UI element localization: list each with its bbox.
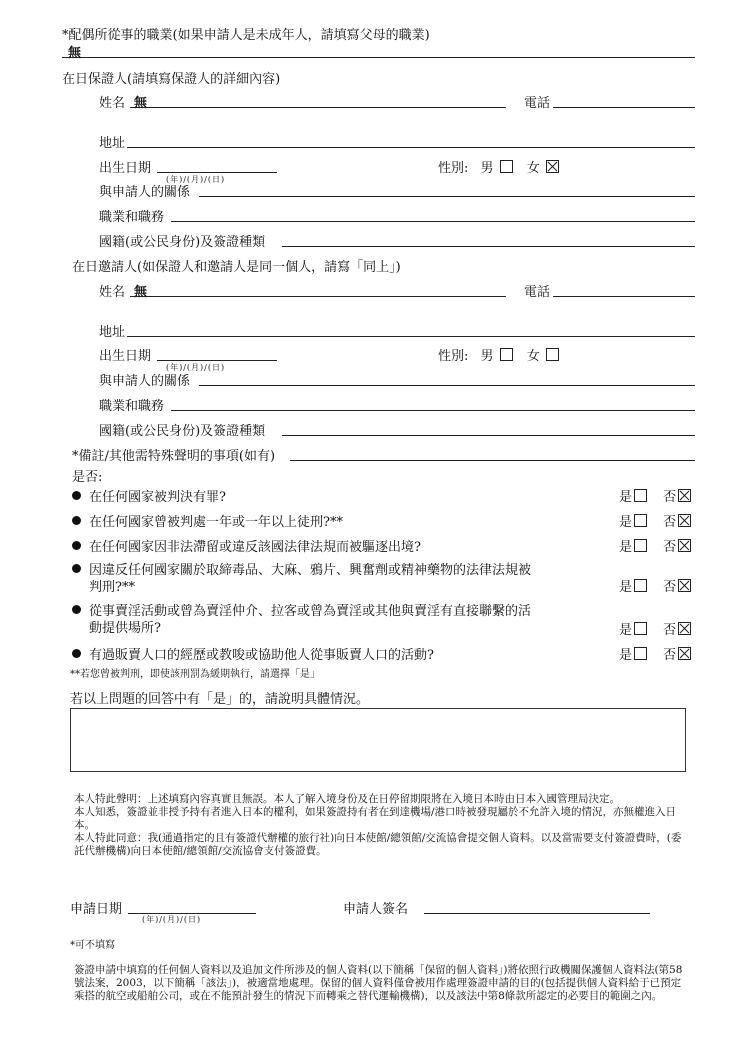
- guarantor-heading: 在日保證人(請填寫保證人的詳細內容): [62, 72, 281, 87]
- question-4: [72, 559, 531, 578]
- application-date-hint: (年)/(月)/(日): [142, 915, 202, 924]
- yes-label: 是: [619, 580, 633, 595]
- question-text: 因違反任何國家關於取締毒品、大麻、鴉片、興奮劑或精神藥物的法律法規被: [89, 563, 532, 578]
- no-checkbox[interactable]: [678, 514, 691, 527]
- yes-checkbox[interactable]: [634, 489, 647, 502]
- no-label: 否: [663, 580, 677, 595]
- question-4-answer: [619, 576, 693, 595]
- no-checkbox[interactable]: [678, 622, 691, 635]
- inviter-address-line[interactable]: [127, 336, 695, 337]
- inviter-phone-label: 電話: [524, 285, 551, 300]
- remarks-label: *備註/其他需特殊聲明的事項(如有): [72, 449, 276, 464]
- inviter-male-checkbox[interactable]: [500, 348, 513, 361]
- inviter-nationality-line[interactable]: [282, 435, 695, 436]
- no-label: 否: [663, 515, 677, 530]
- guarantor-phone-label: 電話: [524, 96, 551, 111]
- question-2-answer: [619, 511, 693, 530]
- question-text: 在任何國家因非法滯留或違反該國法律法規而被驅逐出境?: [89, 540, 421, 555]
- spouse-occupation-line: [62, 57, 695, 58]
- no-label: 否: [663, 490, 677, 505]
- guarantor-relation-line[interactable]: [199, 196, 695, 197]
- declaration-p1: 本人特此聲明：上述填寫內容真實且無誤。本人了解入境身份及在日停留期限將在入境日本時由日本入國管理局決定。: [74, 793, 620, 805]
- explain-label: 若以上問題的回答中有「是」的，請說明具體情況。: [70, 692, 370, 707]
- question-6-answer: [619, 644, 693, 663]
- guarantor-female-checkbox[interactable]: [546, 160, 559, 173]
- inviter-female-label: 女: [526, 349, 540, 364]
- question-3: [72, 536, 421, 555]
- yes-label: 是: [619, 490, 633, 505]
- yes-label: 是: [619, 648, 633, 663]
- question-1: [72, 486, 226, 505]
- remarks-line[interactable]: [290, 460, 695, 461]
- inviter-heading: 在日邀請人(如保證人和邀請人是同一個人，請寫「同上」): [72, 260, 401, 275]
- yes-label: 是: [619, 623, 633, 638]
- guarantor-name-label: 姓名: [99, 96, 126, 111]
- bullet-icon: [72, 541, 81, 550]
- yes-label: 是: [619, 515, 633, 530]
- yes-checkbox[interactable]: [634, 579, 647, 592]
- inviter-sex-label: 性別:: [438, 349, 469, 364]
- question-text: 在任何國家曾被判處一年或一年以上徒刑?**: [89, 515, 343, 530]
- no-checkbox[interactable]: [678, 579, 691, 592]
- guarantor-phone-line[interactable]: [553, 107, 695, 108]
- spouse-occupation-value[interactable]: 無: [68, 46, 82, 61]
- yes-checkbox[interactable]: [634, 514, 647, 527]
- application-date-label: 申請日期: [70, 902, 123, 917]
- questions-heading: 是否:: [72, 470, 103, 485]
- inviter-relation-line[interactable]: [199, 385, 695, 386]
- conviction-footnote: **若您曾被判刑，即使該刑罰為緩期執行，請選擇「是」: [70, 669, 320, 680]
- question-5-answer: [619, 619, 693, 638]
- guarantor-occupation-label: 職業和職務: [99, 210, 165, 225]
- privacy-notice: 簽證申請中填寫的任何個人資料以及追加文件所涉及的個人資料(以下簡稱「保留的個人資料」)將依照行政機關保護個人資料法(第58號法案，2003，以下簡稱「該法」)，被適當地處理。保留的個人資料僅會被用作處理簽證申請的目的(包括提供個人資料給于已預定乘搭的航空或船舶公司，或在不能預計發生的情況下而轉乘之替代運輸機構)，以及該法中第8條款所認定的必要目的範圍之內。: [74, 964, 683, 1002]
- explain-textarea[interactable]: [70, 708, 686, 772]
- guarantor-sex-label: 性別:: [438, 161, 469, 176]
- guarantor-male-label: 男: [480, 161, 494, 176]
- inviter-occupation-line[interactable]: [171, 410, 695, 411]
- guarantor-dob-label: 出生日期: [99, 161, 152, 176]
- inviter-relation-label: 與申請人的關係: [99, 374, 191, 389]
- guarantor-dob-hint: (年)/(月)/(日): [166, 175, 226, 184]
- question-1-answer: [619, 486, 693, 505]
- yes-checkbox[interactable]: [634, 647, 647, 660]
- inviter-address-label: 地址: [99, 325, 126, 340]
- no-label: 否: [663, 623, 677, 638]
- optional-note: *可不填寫: [70, 940, 115, 951]
- inviter-name-label: 姓名: [99, 285, 126, 300]
- bullet-icon: [72, 605, 81, 614]
- yes-checkbox[interactable]: [634, 622, 647, 635]
- guarantor-sex-field: [438, 157, 561, 176]
- inviter-dob-line[interactable]: [157, 360, 277, 361]
- inviter-dob-label: 出生日期: [99, 349, 152, 364]
- guarantor-address-line[interactable]: [127, 147, 695, 148]
- guarantor-relation-label: 與申請人的關係: [99, 185, 191, 200]
- guarantor-occupation-line[interactable]: [171, 221, 695, 222]
- question-4-line2: 判刑?**: [89, 580, 135, 595]
- inviter-name-line: [130, 296, 506, 297]
- bullet-icon: [72, 564, 81, 573]
- inviter-phone-line[interactable]: [553, 296, 695, 297]
- guarantor-name-value[interactable]: 無: [134, 96, 148, 111]
- guarantor-nationality-label: 國籍(或公民身份)及簽證種類: [99, 235, 266, 250]
- inviter-nationality-label: 國籍(或公民身份)及簽證種類: [99, 424, 266, 439]
- guarantor-dob-line[interactable]: [157, 172, 277, 173]
- inviter-occupation-label: 職業和職務: [99, 399, 165, 414]
- no-checkbox[interactable]: [678, 489, 691, 502]
- inviter-sex-field: [438, 345, 561, 364]
- guarantor-female-label: 女: [526, 161, 540, 176]
- bullet-icon: [72, 491, 81, 500]
- bullet-icon: [72, 516, 81, 525]
- no-checkbox[interactable]: [678, 647, 691, 660]
- guarantor-male-checkbox[interactable]: [500, 160, 513, 173]
- bullet-icon: [72, 649, 81, 658]
- no-label: 否: [663, 648, 677, 663]
- no-checkbox[interactable]: [678, 539, 691, 552]
- no-label: 否: [663, 540, 677, 555]
- spouse-occupation-label: *配偶所從事的職業(如果申請人是未成年人，請填寫父母的職業): [62, 28, 430, 43]
- yes-checkbox[interactable]: [634, 539, 647, 552]
- inviter-male-label: 男: [480, 349, 494, 364]
- guarantor-name-line: [130, 107, 506, 108]
- inviter-name-value[interactable]: 無: [134, 285, 148, 300]
- question-5-line2: 動提供場所?: [89, 621, 161, 636]
- question-text: 在任何國家被判決有罪?: [89, 490, 226, 505]
- guarantor-address-label: 地址: [99, 136, 126, 151]
- guarantor-nationality-line[interactable]: [282, 246, 695, 247]
- question-text: 從事賣淫活動或曾為賣淫仲介、拉客或曾為賣淫或其他與賣淫有直接聯繫的活: [89, 604, 532, 619]
- question-3-answer: [619, 536, 693, 555]
- signature-line[interactable]: [424, 913, 650, 914]
- declaration-p3: 本人特此同意：我(通過指定的且有簽證代辦權的旅行社)向日本使館/總領館/交流協會提交個人資料。以及當需要支付簽證費時，(委託代辦機構)向日本使館/總領館/交流協會支付簽證費。: [74, 832, 682, 857]
- declaration-p2: 本人知悉，簽證並非授予持有者進入日本的權利，如果簽證持有者在到達機場/港口時被發現屬於不允許入境的情況，亦無權進入日本。: [74, 806, 677, 831]
- question-6: [72, 644, 434, 663]
- inviter-female-checkbox[interactable]: [546, 348, 559, 361]
- signature-label: 申請人簽名: [343, 902, 409, 917]
- question-text: 有過販賣人口的經歷或教唆或協助他人從事販賣人口的活動?: [89, 648, 434, 663]
- inviter-dob-hint: (年)/(月)/(日): [166, 363, 226, 372]
- question-2: [72, 511, 343, 530]
- yes-label: 是: [619, 540, 633, 555]
